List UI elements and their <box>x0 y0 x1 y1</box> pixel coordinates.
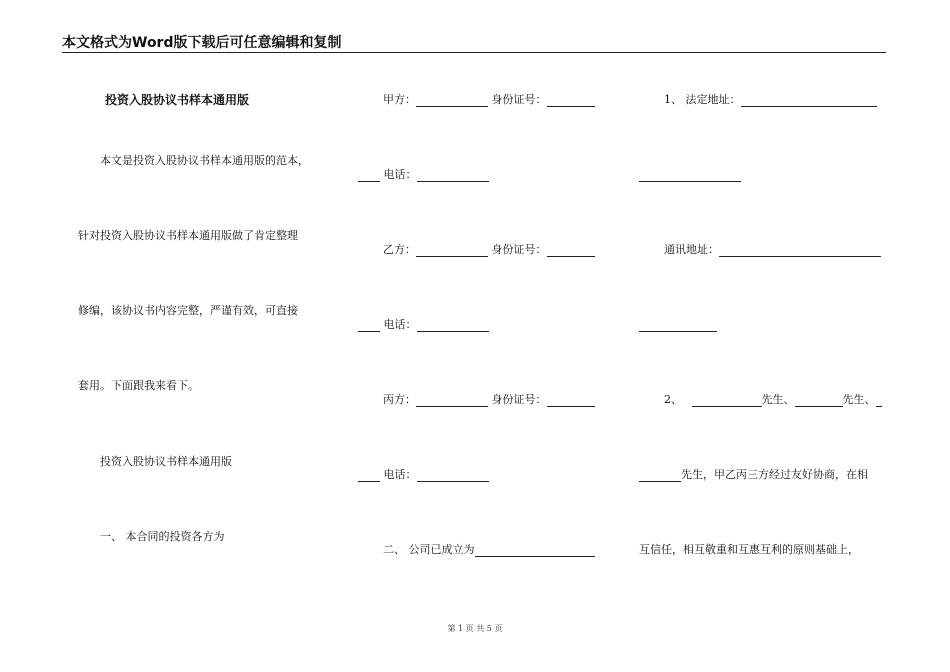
mail-address-cont <box>639 318 717 332</box>
mr-label-2: 先生、 <box>842 393 876 406</box>
company-name-blank <box>475 545 595 557</box>
legal-address-label: 1、 法定地址： <box>664 93 741 106</box>
blank <box>358 320 380 332</box>
section-1-heading: 一、 本合同的投资各方为 <box>100 530 225 543</box>
party-a-label: 甲方： <box>383 93 416 106</box>
party-b-id-blank <box>547 245 595 257</box>
document-header-title: 本文格式为Word版下载后可任意编辑和复制 <box>62 35 342 51</box>
item-2-cont <box>639 468 868 482</box>
phone-label: 电话： <box>383 318 417 331</box>
legal-address-blank-2 <box>639 170 741 182</box>
mail-address-row <box>664 243 881 257</box>
intro-line-2: 针对投资入股协议书样本通用版做了肯定整理 <box>78 229 298 242</box>
blank <box>358 470 380 482</box>
party-c-phone-blank <box>417 470 489 482</box>
party-c-id-label: 身份证号： <box>491 393 547 406</box>
party-b-label: 乙方： <box>383 243 416 256</box>
party-c-label: 丙方： <box>383 393 416 406</box>
party-c-name-blank <box>416 395 488 407</box>
mr-blank-1 <box>692 395 762 407</box>
party-a-phone-blank <box>417 170 489 182</box>
intro-line-1: 本文是投资入股协议书样本通用版的范本， <box>100 154 309 167</box>
party-a-id-blank <box>547 95 595 107</box>
intro-line-3: 修编，该协议书内容完整，严谨有效，可直接 <box>78 304 298 317</box>
party-a-phone-row <box>358 168 489 182</box>
item-2-row <box>664 393 882 407</box>
party-c-row <box>383 393 595 407</box>
mail-address-label: 通讯地址： <box>664 243 719 256</box>
party-b-phone-blank <box>417 320 489 332</box>
party-b-phone-row <box>358 318 489 332</box>
item-2-number: 2、 <box>664 393 682 406</box>
party-b-id-label: 身份证号： <box>491 243 547 256</box>
blank <box>358 170 380 182</box>
party-c-id-blank <box>547 395 595 407</box>
mr-line-text: 先生，甲乙丙三方经过友好协商，在相 <box>681 468 868 481</box>
legal-address-cont <box>639 168 741 182</box>
mr-blank-4 <box>639 470 681 482</box>
legal-address-row <box>664 93 877 107</box>
mr-blank-3 <box>876 395 882 407</box>
mail-address-blank <box>719 245 881 257</box>
party-a-row <box>383 93 595 107</box>
subtitle: 投资入股协议书样本通用版 <box>100 455 232 468</box>
phone-label: 电话： <box>383 468 417 481</box>
legal-address-blank <box>741 95 877 107</box>
party-b-row <box>383 243 595 257</box>
mr-blank-2 <box>795 395 843 407</box>
mail-address-blank-2 <box>639 320 717 332</box>
contract-title: 投资入股协议书样本通用版 <box>105 93 250 107</box>
phone-label: 电话： <box>383 168 417 181</box>
party-a-id-label: 身份证号： <box>491 93 547 106</box>
section-2-row <box>383 543 595 557</box>
party-c-phone-row <box>358 468 489 482</box>
mr-label-1: 先生、 <box>761 393 795 406</box>
section-2-heading: 二、 公司已成立为 <box>383 543 475 556</box>
trust-line: 互信任，相互敬重和互惠互利的原则基础上， <box>639 543 859 556</box>
intro-line-4: 套用。下面跟我来看下。 <box>78 379 199 392</box>
header-divider <box>62 52 886 53</box>
party-b-name-blank <box>416 245 488 257</box>
page-number: 第 1 页 共 5 页 <box>447 624 503 633</box>
party-a-name-blank <box>416 95 488 107</box>
